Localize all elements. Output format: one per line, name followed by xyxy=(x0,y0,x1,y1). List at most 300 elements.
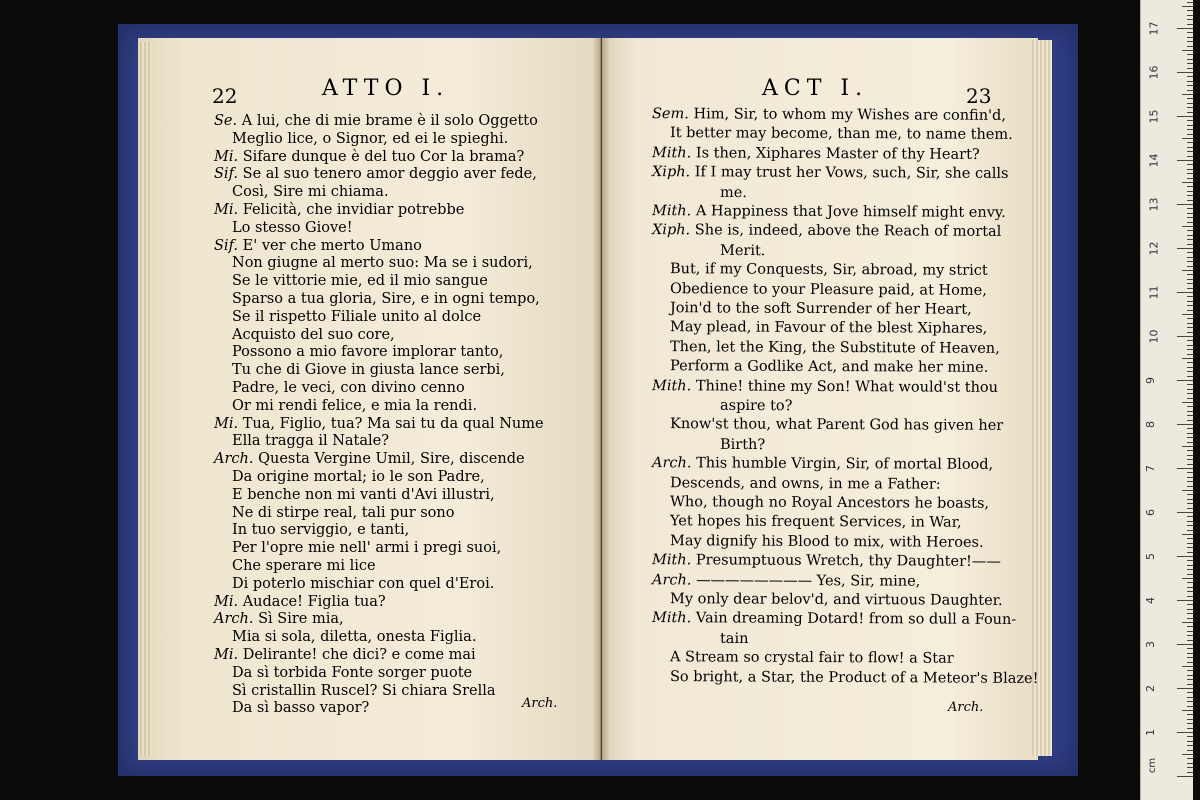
ruler-minor-tick xyxy=(1187,719,1193,720)
ruler-unit-label: cm xyxy=(1147,757,1159,774)
text-line: Meglio lice, o Signor, ed ei le spieghi. xyxy=(232,130,509,147)
ruler-minor-tick xyxy=(1187,618,1193,619)
text-line: Perform a Godlike Act, and make her mine. xyxy=(669,358,989,377)
speaker-name: Sif. xyxy=(214,166,239,183)
ruler-minor-tick xyxy=(1187,692,1193,693)
ruler-minor-tick xyxy=(1187,169,1193,170)
ruler-minor-tick xyxy=(1187,626,1193,627)
ruler-minor-tick xyxy=(1187,279,1193,280)
ruler-minor-tick xyxy=(1187,521,1193,522)
text-line xyxy=(214,112,538,130)
ruler-number: 5 xyxy=(1144,553,1157,560)
text-line xyxy=(652,202,1006,222)
ruler-minor-tick xyxy=(1187,230,1193,231)
ruler-minor-tick xyxy=(1187,68,1193,69)
line-text: A lui, che di mie brame è il solo Oggetto xyxy=(237,113,538,129)
text-line: Sparso a tua gloria, Sire, e in ogni tempo, xyxy=(232,291,540,307)
ruler-minor-tick xyxy=(1182,50,1193,51)
ruler-minor-tick xyxy=(1187,37,1193,38)
ruler-tick xyxy=(1177,72,1193,73)
text-line: Then, let the King, the Substitute of Heaven, xyxy=(669,338,1000,357)
ruler-minor-tick xyxy=(1187,340,1193,341)
text-line xyxy=(214,237,422,255)
ruler-number: 8 xyxy=(1144,421,1157,428)
ruler-minor-tick xyxy=(1187,442,1193,443)
ruler-minor-tick xyxy=(1187,481,1193,482)
ruler-minor-tick xyxy=(1187,714,1193,715)
ruler-tick xyxy=(1177,556,1193,557)
text-line: Da sì torbida Fonte sorger puote xyxy=(232,664,473,681)
ruler-number: 6 xyxy=(1144,509,1157,516)
ruler-minor-tick xyxy=(1187,367,1193,368)
ruler-tick xyxy=(1177,600,1193,601)
text-line xyxy=(214,165,537,183)
ruler-minor-tick xyxy=(1187,85,1193,86)
speaker-name: Sif. xyxy=(214,237,239,254)
ruler-minor-tick xyxy=(1187,213,1193,214)
ruler-minor-tick xyxy=(1187,393,1193,394)
ruler-minor-tick xyxy=(1187,420,1193,421)
ruler-minor-tick xyxy=(1187,415,1193,416)
line-text: If I may trust her Vows, such, Sir, she calls xyxy=(690,164,1009,183)
speaker-name: Mi. xyxy=(214,202,239,218)
line-text: E' ver che merto Umano xyxy=(238,237,422,254)
ruler-minor-tick xyxy=(1187,208,1193,209)
ruler-minor-tick xyxy=(1187,736,1193,737)
ruler-minor-tick xyxy=(1182,578,1193,579)
ruler-minor-tick xyxy=(1182,710,1193,711)
text-line: So bright, a Star, the Product of a Meteor's Blaze! xyxy=(669,668,1039,687)
text-line: It better may become, than me, to name them. xyxy=(669,125,1013,144)
ruler-minor-tick xyxy=(1187,54,1193,55)
text-line xyxy=(652,163,1009,183)
text-line: Ne di stirpe real, tali pur sono xyxy=(232,504,455,521)
ruler-tick xyxy=(1177,116,1193,117)
speaker-name: Sem. xyxy=(651,106,689,123)
speaker-name: Xiph. xyxy=(651,164,691,181)
text-line: Join'd to the soft Surrender of her Heart, xyxy=(669,300,972,318)
text-line: Sì cristallin Ruscel? Si chiara Srella xyxy=(232,682,496,699)
ruler-minor-tick xyxy=(1182,6,1193,7)
speaker-name: Mi. xyxy=(214,415,239,432)
ruler-minor-tick xyxy=(1187,2,1193,3)
ruler-minor-tick xyxy=(1187,547,1193,548)
ruler-minor-tick xyxy=(1187,613,1193,614)
ruler-minor-tick xyxy=(1187,310,1193,311)
ruler-minor-tick xyxy=(1187,706,1193,707)
text-line xyxy=(652,144,980,164)
ruler-minor-tick xyxy=(1187,508,1193,509)
text-line: Di poterlo mischiar con quel d'Eroi. xyxy=(232,575,495,592)
ruler-minor-tick xyxy=(1187,635,1193,636)
ruler-minor-tick xyxy=(1187,679,1193,680)
ruler-tick xyxy=(1177,204,1193,205)
ruler-minor-tick xyxy=(1187,437,1193,438)
speaker-name: Arch. xyxy=(214,611,254,628)
ruler-minor-tick xyxy=(1187,745,1193,746)
ruler-number: 4 xyxy=(1144,597,1157,604)
ruler-minor-tick xyxy=(1187,464,1193,465)
text-line xyxy=(214,201,464,219)
ruler-minor-tick xyxy=(1187,186,1193,187)
ruler-minor-tick xyxy=(1187,200,1193,201)
ruler-tick xyxy=(1177,248,1193,249)
ruler-tick xyxy=(1177,732,1193,733)
ruler-minor-tick xyxy=(1187,90,1193,91)
ruler-minor-tick xyxy=(1187,398,1193,399)
ruler-minor-tick xyxy=(1182,270,1193,271)
ruler-minor-tick xyxy=(1187,701,1193,702)
ruler-minor-tick xyxy=(1187,103,1193,104)
ruler-number: 17 xyxy=(1147,21,1161,36)
text-line xyxy=(652,454,993,474)
ruler-minor-tick xyxy=(1187,107,1193,108)
left-page-header: ATTO I. xyxy=(322,76,450,101)
text-line: aspire to? xyxy=(719,397,793,415)
right-page-header: ACT I. xyxy=(762,76,869,101)
ruler-minor-tick xyxy=(1187,301,1193,302)
text-line: May dignify his Blood to mix, with Heroes. xyxy=(669,532,984,551)
text-line: But, if my Conquests, Sir, abroad, my strict xyxy=(669,261,988,280)
text-line: Descends, and owns, in me a Father: xyxy=(669,474,941,493)
ruler-minor-tick xyxy=(1187,288,1193,289)
ruler-minor-tick xyxy=(1187,530,1193,531)
ruler-minor-tick xyxy=(1182,754,1193,755)
ruler-number: 2 xyxy=(1144,685,1157,692)
ruler-minor-tick xyxy=(1187,112,1193,113)
ruler-minor-tick xyxy=(1182,490,1193,491)
ruler-minor-tick xyxy=(1187,239,1193,240)
ruler-minor-tick xyxy=(1182,138,1193,139)
ruler-number: 9 xyxy=(1144,377,1157,384)
ruler-minor-tick xyxy=(1187,191,1193,192)
ruler-tick xyxy=(1177,160,1193,161)
ruler-minor-tick xyxy=(1182,182,1193,183)
ruler-number: 7 xyxy=(1144,465,1157,472)
book-gutter xyxy=(592,38,610,760)
line-text: Questa Vergine Umil, Sire, discende xyxy=(253,451,525,468)
ruler-minor-tick xyxy=(1187,305,1193,306)
ruler-minor-tick xyxy=(1187,76,1193,77)
ruler-minor-tick xyxy=(1187,389,1193,390)
speaker-name: Mith. xyxy=(651,144,692,162)
line-text: She is, indeed, above the Reach of mortal xyxy=(690,222,1002,241)
speaker-name: Arch. xyxy=(214,451,254,468)
ruler-minor-tick xyxy=(1187,596,1193,597)
ruler-minor-tick xyxy=(1187,59,1193,60)
ruler-minor-tick xyxy=(1187,741,1193,742)
text-line xyxy=(214,646,476,664)
ruler-minor-tick xyxy=(1187,653,1193,654)
ruler-minor-tick xyxy=(1182,622,1193,623)
text-line: Tu che di Giove in giusta lance serbi, xyxy=(232,362,505,379)
ruler-minor-tick xyxy=(1187,428,1193,429)
ruler-minor-tick xyxy=(1182,666,1193,667)
ruler-minor-tick xyxy=(1187,486,1193,487)
ruler-minor-tick xyxy=(1187,164,1193,165)
ruler-minor-tick xyxy=(1187,433,1193,434)
ruler-minor-tick xyxy=(1187,499,1193,500)
ruler-minor-tick xyxy=(1187,631,1193,632)
text-line xyxy=(652,105,1006,125)
ruler-minor-tick xyxy=(1187,750,1193,751)
text-line: Da sì basso vapor? xyxy=(232,700,370,717)
ruler-minor-tick xyxy=(1182,226,1193,227)
text-line: Lo stesso Giove! xyxy=(232,219,353,236)
line-text: Audace! Figlia tua? xyxy=(238,593,386,610)
ruler-minor-tick xyxy=(1187,675,1193,676)
ruler-minor-tick xyxy=(1187,574,1193,575)
text-line xyxy=(652,551,1001,571)
ruler-minor-tick xyxy=(1187,662,1193,663)
speaker-name: Mith. xyxy=(651,377,692,394)
speaker-name: Se. xyxy=(214,113,238,129)
speaker-name: Mith. xyxy=(651,552,692,569)
speaker-name: Arch. xyxy=(651,571,692,589)
ruler-minor-tick xyxy=(1187,15,1193,16)
text-line: A Stream so crystal fair to flow! a Star xyxy=(669,649,954,667)
ruler-minor-tick xyxy=(1187,261,1193,262)
ruler-number: 15 xyxy=(1147,109,1161,124)
ruler-minor-tick xyxy=(1187,173,1193,174)
text-line: Se il rispetto Filiale unito al dolce xyxy=(232,308,482,325)
text-line: Mia si sola, diletta, onesta Figlia. xyxy=(232,629,477,646)
ruler-number: 1 xyxy=(1144,729,1157,736)
text-line: Yet hopes his frequent Services, in War, xyxy=(669,513,962,532)
ruler-minor-tick xyxy=(1182,94,1193,95)
ruler-minor-tick xyxy=(1187,222,1193,223)
ruler-minor-tick xyxy=(1187,120,1193,121)
ruler-minor-tick xyxy=(1187,763,1193,764)
text-line: Possono a mio favore implorar tanto, xyxy=(232,344,504,361)
ruler-minor-tick xyxy=(1187,657,1193,658)
text-line: E benche non mi vanti d'Avi illustri, xyxy=(232,486,495,503)
speaker-name: Xiph. xyxy=(651,222,691,239)
ruler-minor-tick xyxy=(1187,587,1193,588)
ruler-minor-tick xyxy=(1187,525,1193,526)
ruler-minor-tick xyxy=(1187,516,1193,517)
ruler-minor-tick xyxy=(1187,758,1193,759)
ruler-minor-tick xyxy=(1187,235,1193,236)
ruler-minor-tick xyxy=(1182,534,1193,535)
line-text: Presumptuous Wretch, thy Daughter!—— xyxy=(691,552,1001,571)
ruler-minor-tick xyxy=(1187,376,1193,377)
text-line: me. xyxy=(719,184,747,201)
ruler-minor-tick xyxy=(1187,604,1193,605)
ruler-tick xyxy=(1177,644,1193,645)
ruler-minor-tick xyxy=(1187,142,1193,143)
right-catchword: Arch. xyxy=(948,700,984,715)
line-text: Delirante! che dici? e come mai xyxy=(238,647,476,663)
ruler-minor-tick xyxy=(1187,450,1193,451)
ruler-minor-tick xyxy=(1187,670,1193,671)
ruler-minor-tick xyxy=(1187,345,1193,346)
speaker-name: Mi. xyxy=(214,148,239,165)
ruler-minor-tick xyxy=(1187,560,1193,561)
ruler-tick xyxy=(1177,776,1193,777)
speaker-name: Mi. xyxy=(214,593,239,610)
text-line: Or mi rendi felice, e mia la rendi. xyxy=(232,397,478,414)
text-line: Se le vittorie mie, ed il mio sangue xyxy=(232,273,488,290)
ruler-minor-tick xyxy=(1187,723,1193,724)
ruler-number: 11 xyxy=(1147,285,1161,300)
text-line xyxy=(214,148,524,166)
ruler-tick xyxy=(1177,468,1193,469)
ruler-minor-tick xyxy=(1187,266,1193,267)
text-line xyxy=(652,571,920,590)
ruler-minor-tick xyxy=(1187,697,1193,698)
ruler-minor-tick xyxy=(1187,459,1193,460)
ruler-minor-tick xyxy=(1187,362,1193,363)
ruler-minor-tick xyxy=(1187,684,1193,685)
line-text: A Happiness that Jove himself might envy. xyxy=(691,203,1006,221)
ruler-minor-tick xyxy=(1187,327,1193,328)
text-line: Ella tragga il Natale? xyxy=(232,433,390,450)
text-line xyxy=(652,609,1016,629)
ruler-minor-tick xyxy=(1187,384,1193,385)
ruler-minor-tick xyxy=(1187,257,1193,258)
ruler-minor-tick xyxy=(1187,406,1193,407)
text-line: Obedience to your Pleasure paid, at Home, xyxy=(669,280,987,299)
ruler-minor-tick xyxy=(1187,552,1193,553)
ruler-minor-tick xyxy=(1187,125,1193,126)
speaker-name: Mi. xyxy=(214,647,239,663)
text-line xyxy=(652,221,1001,241)
text-line: Know'st thou, what Parent God has given her xyxy=(669,416,1004,435)
ruler-minor-tick xyxy=(1187,24,1193,25)
text-line: Così, Sire mi chiama. xyxy=(232,184,389,201)
text-line xyxy=(652,377,998,397)
ruler-minor-tick xyxy=(1187,46,1193,47)
ruler-minor-tick xyxy=(1187,472,1193,473)
speaker-name: Mith. xyxy=(651,610,692,627)
ruler-number: 14 xyxy=(1147,153,1161,168)
ruler-minor-tick xyxy=(1187,503,1193,504)
text-line xyxy=(214,593,386,611)
line-text: Thine! thine my Son! What would'st thou xyxy=(691,377,999,396)
text-line: Che sperare mi lice xyxy=(232,558,376,574)
ruler-minor-tick xyxy=(1187,591,1193,592)
measurement-ruler xyxy=(1140,0,1193,800)
ruler-minor-tick xyxy=(1182,314,1193,315)
ruler-tick xyxy=(1177,424,1193,425)
ruler-minor-tick xyxy=(1187,129,1193,130)
ruler-minor-tick xyxy=(1187,296,1193,297)
ruler-tick xyxy=(1177,336,1193,337)
ruler-number: 16 xyxy=(1147,65,1161,80)
ruler-minor-tick xyxy=(1187,569,1193,570)
ruler-number: 13 xyxy=(1147,197,1161,212)
ruler-minor-tick xyxy=(1187,63,1193,64)
left-page-number: 22 xyxy=(212,84,238,108)
ruler-tick xyxy=(1177,380,1193,381)
ruler-number: 12 xyxy=(1147,241,1161,256)
line-text: ———————— Yes, Sir, mine, xyxy=(691,572,921,590)
ruler-minor-tick xyxy=(1187,151,1193,152)
text-line: Padre, le veci, con divino cenno xyxy=(232,380,465,396)
text-line: Per l'opre mie nell' armi i pregi suoi, xyxy=(232,540,502,557)
text-line: May plead, in Favour of the blest Xiphares, xyxy=(669,319,988,338)
ruler-minor-tick xyxy=(1187,244,1193,245)
text-line: In tuo serviggio, e tanti, xyxy=(232,522,410,539)
ruler-minor-tick xyxy=(1187,411,1193,412)
ruler-minor-tick xyxy=(1187,156,1193,157)
text-line: Da origine mortal; io le son Padre, xyxy=(232,469,485,485)
text-line: tain xyxy=(719,630,749,647)
ruler-number: 10 xyxy=(1147,329,1161,344)
speaker-name: Mith. xyxy=(651,203,692,220)
ruler-minor-tick xyxy=(1187,32,1193,33)
line-text: Vain dreaming Dotard! from so dull a Foun- xyxy=(691,610,1017,629)
line-text: Felicità, che invidiar potrebbe xyxy=(238,202,465,218)
ruler-minor-tick xyxy=(1187,371,1193,372)
ruler-minor-tick xyxy=(1187,323,1193,324)
ruler-minor-tick xyxy=(1187,195,1193,196)
ruler-minor-tick xyxy=(1187,565,1193,566)
ruler-tick xyxy=(1177,292,1193,293)
ruler-minor-tick xyxy=(1182,446,1193,447)
ruler-tick xyxy=(1177,688,1193,689)
line-text: Tua, Figlio, tua? Ma sai tu da qual Nume xyxy=(238,415,544,432)
line-text: Him, Sir, to whom my Wishes are confin'd, xyxy=(688,106,1007,124)
ruler-minor-tick xyxy=(1187,252,1193,253)
ruler-minor-tick xyxy=(1182,402,1193,403)
line-text: This humble Virgin, Sir, of mortal Blood, xyxy=(691,455,994,474)
ruler-tick xyxy=(1177,28,1193,29)
ruler-minor-tick xyxy=(1187,318,1193,319)
text-line: My only dear belov'd, and virtuous Daughter. xyxy=(669,591,1003,609)
text-line: Who, though no Royal Ancestors he boasts, xyxy=(669,494,990,512)
ruler-minor-tick xyxy=(1187,349,1193,350)
ruler-number: 3 xyxy=(1144,641,1157,648)
ruler-minor-tick xyxy=(1187,283,1193,284)
ruler-minor-tick xyxy=(1182,358,1193,359)
ruler-minor-tick xyxy=(1187,728,1193,729)
ruler-minor-tick xyxy=(1187,217,1193,218)
ruler-minor-tick xyxy=(1187,354,1193,355)
ruler-minor-tick xyxy=(1187,332,1193,333)
ruler-minor-tick xyxy=(1187,772,1193,773)
ruler-minor-tick xyxy=(1187,147,1193,148)
ruler-minor-tick xyxy=(1187,19,1193,20)
line-text: Sifare dunque è del tuo Cor la brama? xyxy=(238,148,525,165)
ruler-minor-tick xyxy=(1187,543,1193,544)
text-line: Non giugne al merto suo: Ma se i sudori, xyxy=(232,255,533,272)
ruler-minor-tick xyxy=(1187,10,1193,11)
ruler-minor-tick xyxy=(1187,477,1193,478)
ruler-minor-tick xyxy=(1187,98,1193,99)
left-catchword: Arch. xyxy=(522,696,558,711)
speaker-name: Arch. xyxy=(651,455,692,472)
line-text: Sì Sire mia, xyxy=(253,611,344,628)
text-line: Merit. xyxy=(719,242,766,259)
ruler-minor-tick xyxy=(1187,455,1193,456)
ruler-minor-tick xyxy=(1187,582,1193,583)
line-text: Is then, Xiphares Master of thy Heart? xyxy=(691,145,980,163)
text-line xyxy=(214,450,525,468)
ruler-minor-tick xyxy=(1187,134,1193,135)
ruler-minor-tick xyxy=(1187,178,1193,179)
line-text: Se al suo tenero amor deggio aver fede, xyxy=(238,166,537,183)
text-line: Birth? xyxy=(719,436,766,453)
ruler-tick xyxy=(1177,512,1193,513)
ruler-minor-tick xyxy=(1187,274,1193,275)
ruler-minor-tick xyxy=(1187,640,1193,641)
ruler-minor-tick xyxy=(1187,81,1193,82)
right-page-edges xyxy=(1032,40,1052,756)
left-page-edges xyxy=(140,42,152,756)
ruler-minor-tick xyxy=(1187,609,1193,610)
